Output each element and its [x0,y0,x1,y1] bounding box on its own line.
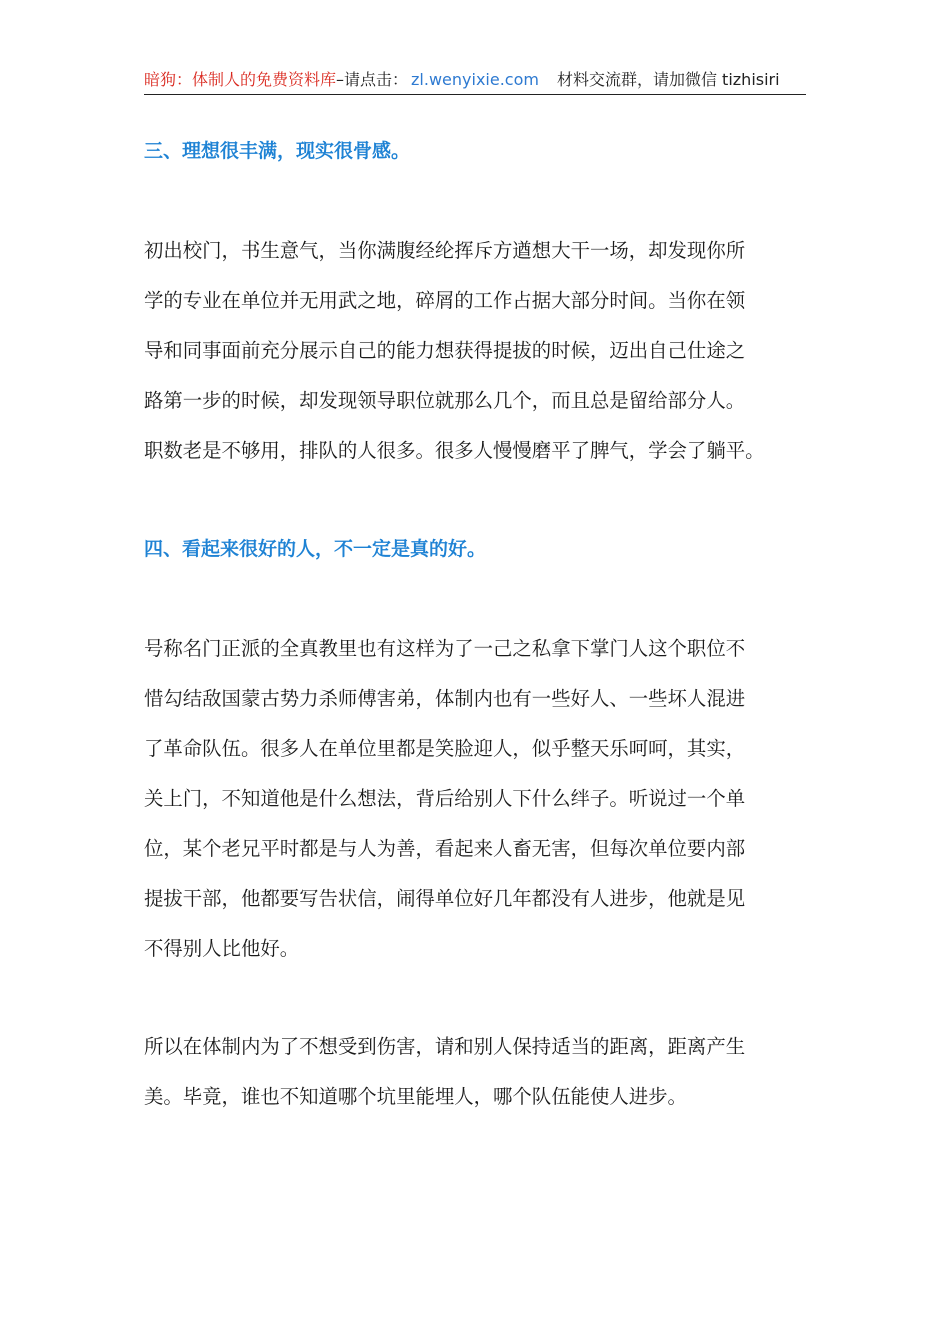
paragraph-line: 提拔干部，他都要写告状信，闹得单位好几年都没有人进步，他就是见 [144,887,746,910]
header-brand-text: 暗狗：体制人的免费资料库 [144,70,337,89]
paragraph-line: 导和同事面前充分展示自己的能力想获得提拔的时候，迈出自己仕途之 [144,339,746,362]
paragraph-line: 所以在体制内为了不想受到伤害，请和别人保持适当的距离，距离产生 [144,1035,746,1058]
paragraph-line: 不得别人比他好。 [144,937,300,960]
paragraph-line: 路第一步的时候，却发现领导职位就那么几个，而且总是留给部分人。 [144,389,746,412]
paragraph-line: 关上门，不知道他是什么想法，背后给别人下什么绊子。听说过一个单 [144,787,746,810]
header-click-label: –请点击： [336,70,409,89]
paragraph-line: 初出校门，书生意气，当你满腹经纶挥斥方遒想大干一场，却发现你所 [144,239,746,262]
paragraph-line: 职数老是不够用，排队的人很多。很多人慢慢磨平了脾气，学会了躺平。 [144,439,765,462]
paragraph [144,624,824,974]
section-heading-4: 四、看起来很好的人，不一定是真的好。 [144,538,487,560]
paragraph-line: 学的专业在单位并无用武之地，碎屑的工作占据大部分时间。当你在领 [144,289,746,312]
paragraph-line: 惜勾结敌国蒙古势力杀师傅害弟，体制内也有一些好人、一些坏人混进 [144,687,746,710]
paragraph [144,1022,824,1122]
paragraph-line: 号称名门正派的全真教里也有这样为了一己之私拿下掌门人这个职位不 [144,637,746,660]
header-url-link[interactable]: zl.wenyixie.com [411,70,539,89]
section-heading-3: 三、理想很丰满，现实很骨感。 [144,140,411,162]
paragraph-line: 美。毕竟，谁也不知道哪个坑里能埋人，哪个队伍能使人进步。 [144,1085,687,1108]
page-header [144,68,806,95]
paragraph-line: 位，某个老兄平时都是与人为善，看起来人畜无害，但每次单位要内部 [144,837,746,860]
header-group-text: 材料交流群，请加微信 tizhisiri [556,70,780,89]
paragraph [144,226,824,476]
paragraph-line: 了革命队伍。很多人在单位里都是笑脸迎人，似乎整天乐呵呵，其实， [144,737,746,760]
